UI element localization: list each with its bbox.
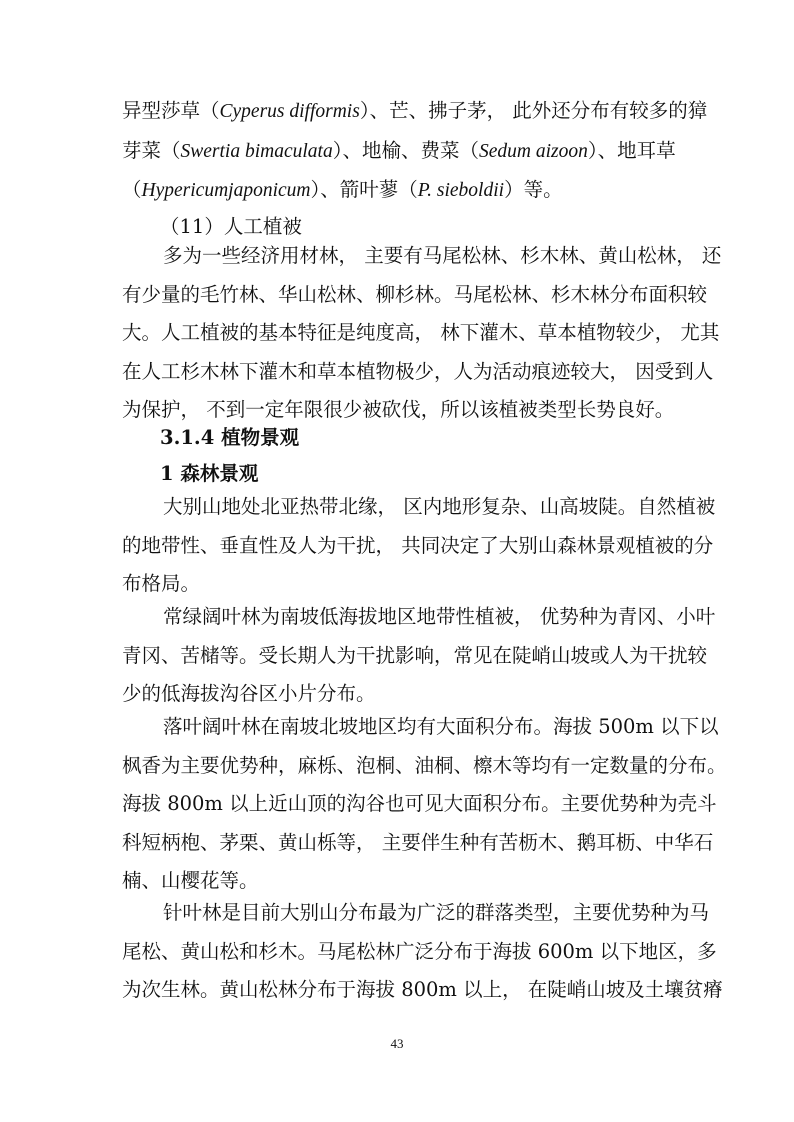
- text-line: 为次生林。黄山松林分布于海拔 800m 以上， 在陡峭山坡及土壤贫瘠: [122, 978, 723, 1001]
- paragraph-artificial-vegetation: [122, 237, 722, 430]
- text-line: 针叶林是目前大别山分布最为广泛的群落类型，主要优势种为马: [163, 901, 710, 924]
- scientific-name: Cyperus difformis: [219, 101, 360, 122]
- text-run: ）、箭叶蓼（: [310, 178, 418, 201]
- text-line: [122, 92, 708, 132]
- text-run: ）、地耳草: [587, 138, 676, 162]
- paragraph-species-list: [122, 92, 708, 211]
- text-line: [122, 132, 674, 172]
- text-line: 楠、山樱花等。: [122, 869, 259, 892]
- text-line: 落叶阔叶林在南坡北坡地区均有大面积分布。海拔 500m 以下以: [163, 715, 719, 738]
- section-heading-artificial-vegetation: （11）人工植被: [160, 215, 302, 238]
- text-line: 大别山地处北亚热带北缘， 区内地形复杂、山高坡陡。自然植被: [163, 495, 716, 518]
- text-line: [122, 171, 674, 211]
- text-line: 多为一些经济用材林， 主要有马尾松林、杉木林、黄山松林， 还: [163, 244, 722, 267]
- scientific-name: P. sieboldii: [417, 180, 505, 201]
- scientific-name: Swertia bimaculata: [180, 140, 333, 162]
- scientific-name: Hypericumjaponicum: [141, 180, 311, 201]
- text-line: 科短柄枹、茅栗、黄山栎等， 主要伴生种有苦枥木、鹅耳枥、中华石: [122, 830, 714, 854]
- scientific-name: Sedum aizoon: [478, 140, 588, 162]
- paragraph-dabie-overview: [122, 488, 716, 604]
- text-run: ）、芒、拂子茅， 此外还分布有较多的獐: [359, 99, 708, 122]
- text-line: 青冈、苦槠等。受长期人为干扰影响，常见在陡峭山坡或人为干扰较: [122, 643, 708, 667]
- paragraph-deciduous-forest: [122, 708, 727, 901]
- text-line: 布格局。: [122, 572, 201, 595]
- section-heading-plant-landscape: 3.1.4 植物景观: [160, 426, 300, 449]
- text-line: 少的低海拔沟谷区小片分布。: [122, 682, 376, 705]
- text-line: 的地带性、垂直性及人为干扰， 共同决定了大别山森林景观植被的分: [122, 533, 714, 557]
- text-line: 常绿阔叶林为南坡低海拔地区地带性植被， 优势种为青冈、小叶: [163, 605, 716, 628]
- text-line: 海拔 800m 以上近山顶的沟谷也可见大面积分布。主要优势种为壳斗: [122, 792, 717, 815]
- text-run: （: [122, 178, 142, 201]
- text-line: 尾松、黄山松和杉木。马尾松林广泛分布于海拔 600m 以下地区，多: [122, 939, 717, 963]
- text-line: 枫香为主要优势种，麻栎、泡桐、油桐、檫木等均有一定数量的分布。: [122, 753, 727, 777]
- text-line: 有少量的毛竹林、华山松林、柳杉林。马尾松林、杉木林分布面积较: [122, 282, 708, 306]
- text-line: 为保护， 不到一定年限很少被砍伐，所以该植被类型长势良好。: [122, 398, 675, 421]
- text-run: 芽菜（: [122, 138, 181, 162]
- section-heading-forest-landscape: 1 森林景观: [160, 462, 259, 485]
- paragraph-coniferous-forest: [122, 894, 723, 1010]
- text-run: ）、地榆、费菜（: [332, 138, 479, 162]
- text-line: 在人工杉木林下灌木和草本植物极少，人为活动痕迹较大， 因受到人: [122, 359, 714, 383]
- text-line: 大。人工植被的基本特征是纯度高， 林下灌木、草本植物较少， 尤其: [122, 321, 720, 344]
- paragraph-evergreen-forest: [122, 598, 716, 714]
- text-run: 异型莎草（: [122, 99, 220, 122]
- text-run: ）等。: [504, 178, 563, 201]
- page-number: 43: [390, 1036, 404, 1051]
